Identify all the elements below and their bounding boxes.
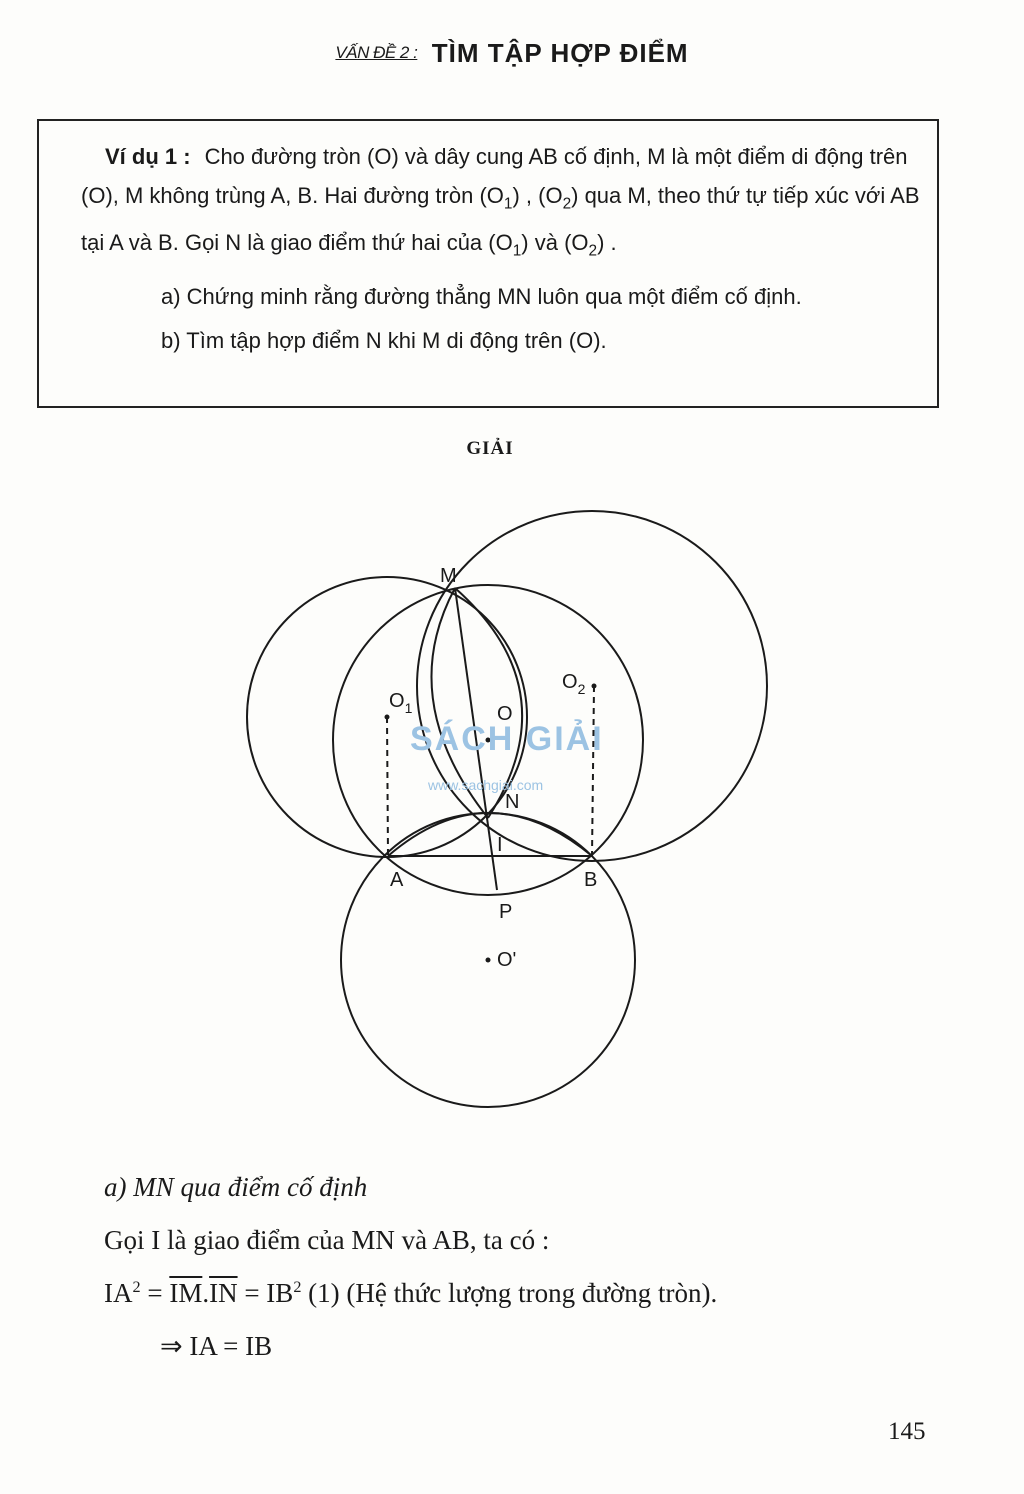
label-a: A — [390, 869, 404, 891]
label-o: O — [497, 703, 513, 725]
solution-section-a: a) MN qua điểm cố định — [104, 1172, 368, 1202]
label-o1: $O_1$ — [389, 690, 413, 716]
statement-text: ) và (O — [521, 230, 589, 256]
label-o-prime: O' — [497, 949, 517, 971]
solution-line-1: Gọi I là giao điểm của MN và AB, ta có : — [104, 1225, 550, 1255]
label-n: N — [505, 791, 520, 813]
watermark: SÁCH GIẢI — [410, 720, 604, 758]
label-p: P — [499, 901, 513, 923]
subscript: 2 — [562, 195, 572, 213]
point-o1 — [385, 715, 390, 720]
label-m: M — [440, 565, 457, 587]
point-o-prime — [486, 958, 491, 963]
section-prefix: VẤN ĐỀ 2 : — [335, 43, 418, 62]
solution-equation: $IA^2 = \overline{IM}.\overline{IN} = IB^2$ (1) (Hệ thức lượng trong đường tròn). — [104, 1278, 718, 1308]
part-a: a) Chứng minh rằng đường thẳng MN luôn qua một điểm cố định. — [161, 283, 802, 309]
example-label: Ví dụ 1 : — [105, 144, 191, 169]
statement-text: ) . — [597, 230, 617, 256]
subscript: 1 — [512, 242, 522, 260]
section-title: TÌM TẬP HỢP ĐIỂM — [431, 38, 689, 68]
subscript: 1 — [503, 195, 513, 213]
label-i: I — [497, 834, 503, 856]
radius-o2-b — [592, 686, 594, 856]
watermark-url: www.sachgiai.com — [428, 777, 544, 793]
page-number: 145 — [888, 1418, 926, 1445]
solution-body — [104, 1172, 717, 1384]
solution-heading: GIẢI — [466, 438, 514, 459]
statement-text: ) , (O — [512, 183, 563, 208]
label-o2: $O_2$ — [562, 671, 586, 697]
point-o2 — [592, 684, 597, 689]
subscript: 2 — [588, 242, 598, 260]
radius-o1-a — [387, 717, 388, 856]
label-b: B — [584, 869, 598, 891]
part-b: b) Tìm tập hợp điểm N khi M di động trên (O). — [161, 327, 607, 353]
statement-text: Cho đường tròn (O) và dây cung AB cố định, M là một điểm di động trên (O), M không trùng A, B. Hai đường tròn (O — [81, 144, 908, 208]
solution-line-3: ⇒ IA = IB — [160, 1331, 273, 1361]
statement-text: ) qua M, theo thứ tự tiếp xúc với AB tại A và B. Gọi N là giao điểm thứ hai của (O — [81, 183, 920, 256]
